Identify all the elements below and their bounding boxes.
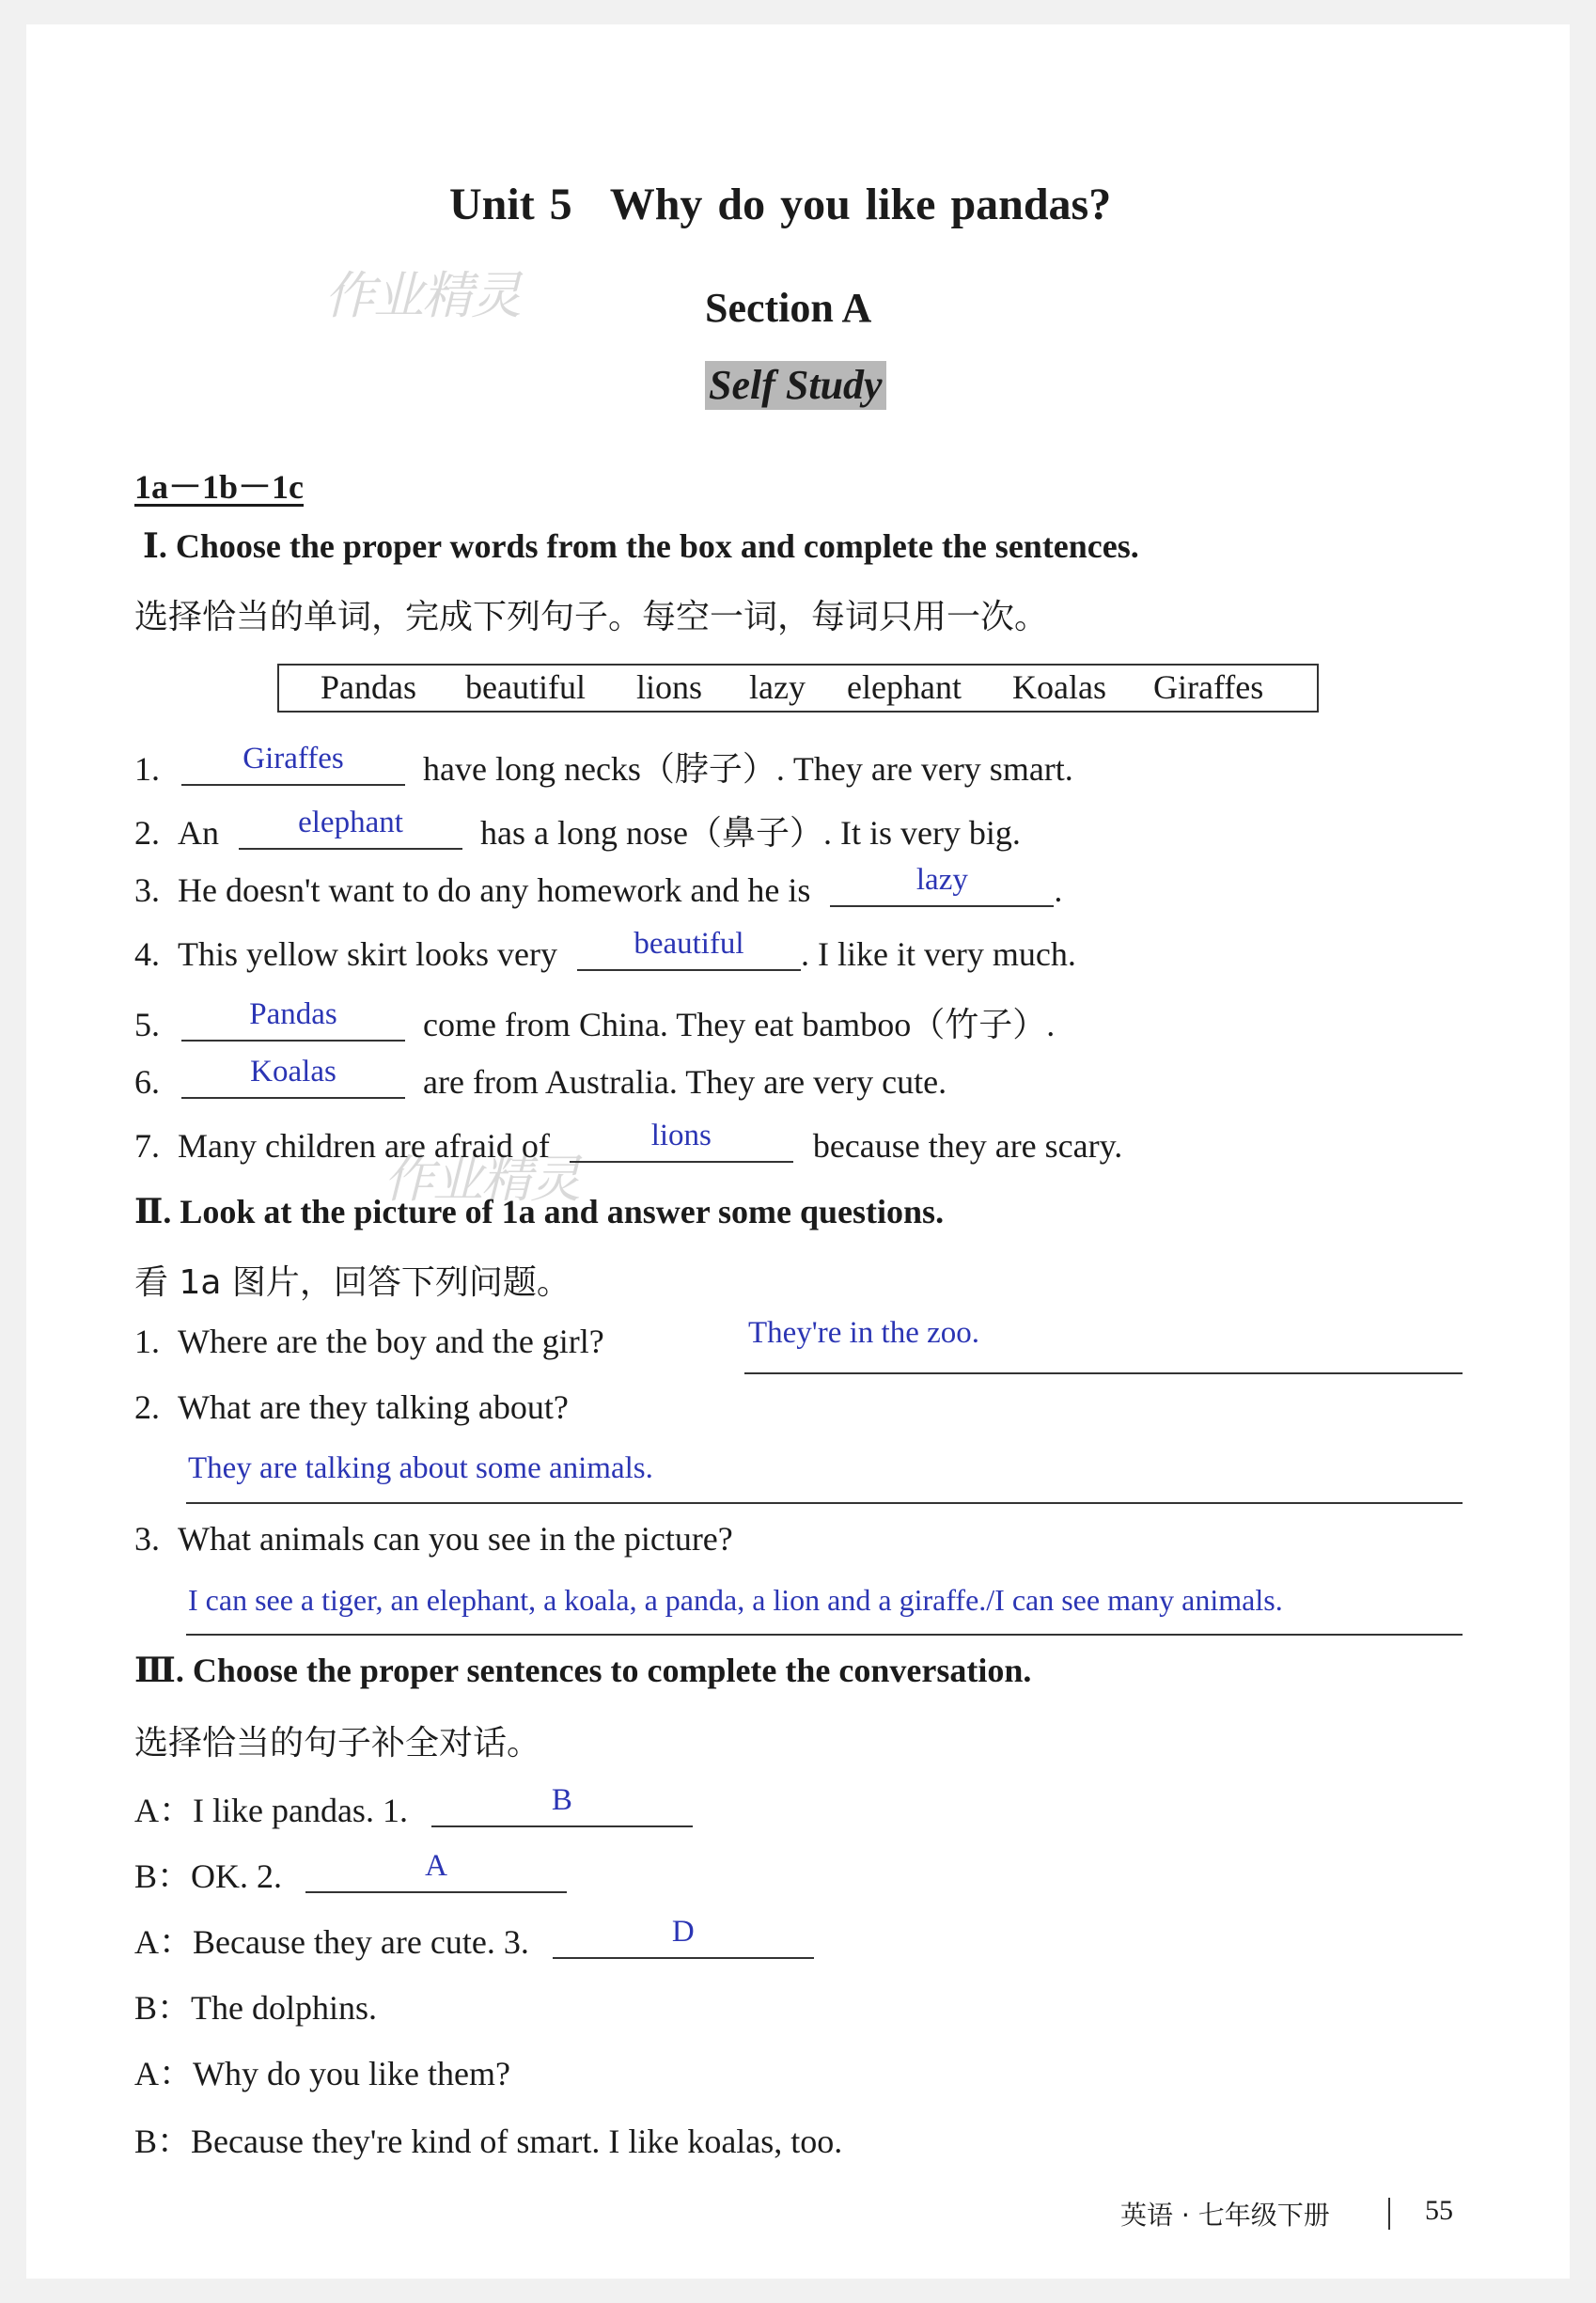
word-box-item: beautiful — [465, 668, 586, 706]
self-study-label: Self Study — [705, 361, 886, 410]
word-box — [277, 664, 1319, 713]
dialogue-line: B：OK. 2. A — [134, 1850, 567, 1898]
answer-blank[interactable]: Pandas — [181, 1006, 405, 1042]
footer-divider — [1388, 2198, 1390, 2230]
answer-blank[interactable]: Giraffes — [181, 750, 405, 786]
dialogue-line: A：I like pandas. 1. B — [134, 1784, 693, 1832]
part1-item-2: 2. An elephant has a long nose（鼻子）. It is very big. — [134, 806, 1021, 852]
answer-blank[interactable]: Koalas — [181, 1063, 405, 1099]
watermark-logo: 作业精灵 — [383, 1150, 579, 1209]
answer-blank[interactable]: lions — [570, 1127, 793, 1163]
part1-item-6: 6. Koalas are from Australia. They are very cute. — [134, 1055, 947, 1101]
answer-blank[interactable]: lazy — [830, 871, 1054, 907]
answer-blank[interactable]: B — [431, 1792, 693, 1827]
page-number: 55 — [1425, 2195, 1453, 2226]
answer-blank[interactable]: D — [553, 1923, 814, 1959]
watermark-logo: 作业精灵 — [324, 266, 520, 325]
section-title: Section A — [705, 285, 872, 331]
part2-question-1: 1. Where are the boy and the girl? — [134, 1323, 604, 1360]
part1-item-4: 4. This yellow skirt looks very beautiful . I like it very much. — [134, 927, 1076, 973]
part1-item-7: 7. Many children are afraid of lions because they are scary. — [134, 1119, 1123, 1165]
part1-item-3: 3. He doesn't want to do any homework and he is lazy . — [134, 863, 1063, 909]
lesson-heading: 1a－1b－1c — [134, 468, 305, 506]
part2-question-3: 3. What animals can you see in the picture? — [134, 1520, 733, 1558]
answer-blank[interactable]: beautiful — [577, 935, 801, 971]
answer-blank[interactable]: A — [305, 1857, 567, 1893]
part1-item-1: 1. Giraffes have long necks（脖子）. They are very smart. — [134, 742, 1073, 788]
word-box-item: lions — [636, 668, 703, 706]
word-box-item: Giraffes — [1153, 668, 1264, 706]
dialogue-line: A：Why do you like them? — [134, 2055, 510, 2092]
dialogue-line: B：The dolphins. — [134, 1989, 377, 2027]
word-box-item: lazy — [749, 668, 806, 706]
word-box-item: Koalas — [1012, 668, 1106, 706]
unit-question: Why do you like pandas? — [609, 180, 1112, 229]
part2-answer-3: I can see a tiger, an elephant, a koala, a panda, a lion and a giraffe./I can see many animals. — [188, 1583, 1283, 1617]
part3-title: Ⅲ. Choose the proper sentences to complete the conversation. — [134, 1652, 1032, 1689]
part1-title: Ⅰ. Choose the proper words from the box and complete the sentences. — [143, 527, 1139, 565]
answer-blank[interactable]: elephant — [239, 814, 462, 850]
part1-item-5: 5. Pandas come from China. They eat bamboo（竹子）. — [134, 997, 1056, 1043]
part2-instruction: 看 1a 图片，回答下列问题。 — [134, 1263, 571, 1302]
dialogue-line: A：Because they are cute. 3. D — [134, 1916, 814, 1964]
part2-answer-1: They're in the zoo. — [748, 1316, 980, 1350]
dialogue-line: B：Because they're kind of smart. I like koalas, too. — [134, 2123, 843, 2160]
answer-line[interactable] — [744, 1372, 1463, 1374]
answer-line[interactable] — [186, 1634, 1463, 1636]
part1-instruction: 选择恰当的单词，完成下列句子。每空一词，每词只用一次。 — [134, 598, 1049, 636]
word-box-item: Pandas — [321, 668, 416, 706]
part3-instruction: 选择恰当的句子补全对话。 — [134, 1724, 541, 1762]
part2-title: Ⅱ. Look at the picture of 1a and answer some questions. — [134, 1193, 945, 1230]
part2-answer-2: They are talking about some animals. — [188, 1451, 653, 1485]
part2-question-2: 2. What are they talking about? — [134, 1388, 569, 1426]
footer-book-title: 英语 · 七年级下册 — [1120, 2200, 1330, 2231]
word-box-item: elephant — [847, 668, 962, 706]
unit-title: Unit 5 Why do you like pandas? — [449, 180, 1112, 229]
answer-line[interactable] — [186, 1502, 1463, 1504]
